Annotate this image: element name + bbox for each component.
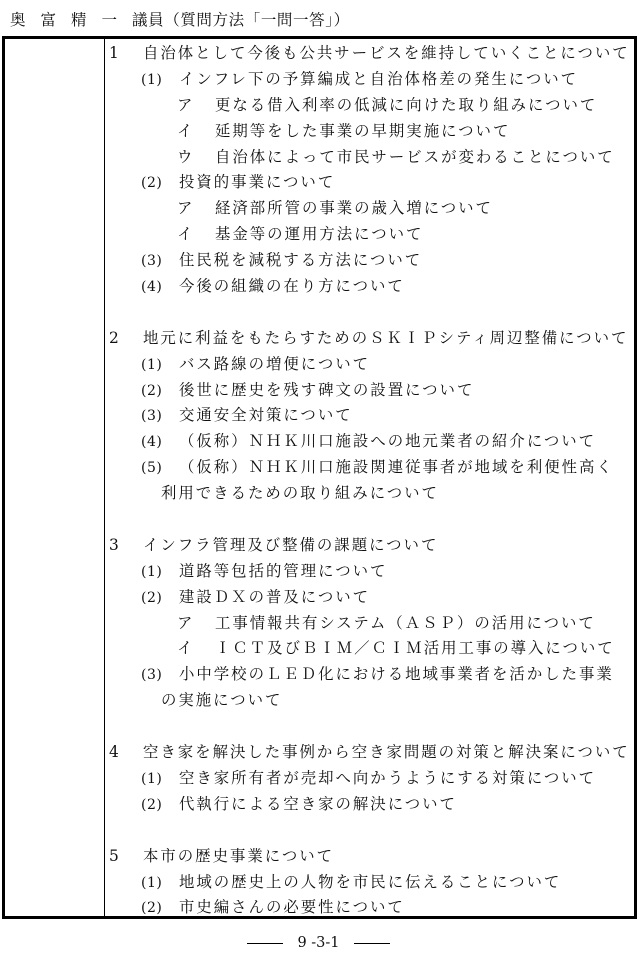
detail-point — [109, 196, 633, 222]
sub-question-text: 交通安全対策について — [179, 406, 353, 425]
sub-question-continuation: 利用できるための取り組みについて — [161, 484, 439, 503]
section-gap — [109, 507, 633, 533]
sub-question — [109, 559, 633, 585]
detail-point-mark: イ — [177, 639, 195, 658]
detail-point-mark: イ — [177, 225, 195, 244]
detail-point-mark: ア — [177, 199, 195, 218]
sub-question-text: 市史編さんの必要性について — [179, 898, 405, 917]
section-gap — [109, 300, 633, 326]
sub-question-number: (1) — [141, 356, 163, 373]
sub-question — [109, 455, 633, 481]
sub-question-number: (2) — [141, 382, 163, 399]
detail-point-mark: ウ — [177, 147, 195, 166]
question-item — [109, 41, 633, 67]
member-name: 奥富精一 — [10, 11, 133, 29]
footer-dash-left — [247, 943, 283, 944]
sub-question-number: (3) — [141, 253, 163, 270]
sub-question-text: （仮称）ＮＨＫ川口施設関連従事者が地域を利便性高く — [179, 458, 614, 477]
sub-question — [109, 895, 633, 921]
detail-point-text: 延期等をした事業の早期実施について — [215, 121, 511, 140]
detail-point-mark: ア — [177, 613, 195, 632]
sub-question-text: 投資的事業について — [179, 173, 336, 192]
sub-question — [109, 403, 633, 429]
question-method: 議員（質問方法「一問一答」） — [132, 11, 350, 29]
question-list — [109, 41, 633, 921]
footer-dash-right — [354, 943, 390, 944]
detail-point-mark: ア — [177, 95, 195, 114]
question-number: 3 — [109, 535, 121, 554]
sub-question-text: バス路線の増便について — [179, 354, 370, 373]
question-title: 空き家を解決した事例から空き家問題の対策と解決案について — [143, 743, 630, 762]
sub-question — [109, 870, 633, 896]
question-number: 2 — [109, 328, 121, 347]
question-title: 本市の歴史事業について — [143, 846, 334, 865]
detail-point-text: 経済部所管の事業の歳入増について — [215, 199, 493, 218]
sub-question-text: 地域の歴史上の人物を市民に伝えることについて — [179, 872, 562, 891]
sub-question-number: (2) — [141, 796, 163, 813]
sub-question-number: (4) — [141, 279, 163, 296]
sub-question-number: (1) — [141, 874, 163, 891]
question-item — [109, 326, 633, 352]
sub-question-number: (3) — [141, 408, 163, 425]
sub-question-number: (3) — [141, 667, 163, 684]
sub-question-text: 建設ＤＸの普及について — [179, 587, 370, 606]
question-title: 地元に利益をもたらすためのＳＫＩＰシティ周辺整備について — [143, 328, 629, 347]
sub-question-continuation: の実施について — [161, 691, 283, 710]
member-header — [10, 8, 350, 30]
detail-point-text: 更なる借入利率の低減に向けた取り組みについて — [215, 95, 598, 114]
question-number: 5 — [109, 846, 121, 865]
question-number: 4 — [109, 743, 121, 762]
sub-question-number: (2) — [141, 900, 163, 917]
sub-question-number: (4) — [141, 434, 163, 451]
detail-point — [109, 636, 633, 662]
detail-point — [109, 611, 633, 637]
column-divider — [104, 39, 105, 916]
sub-question — [109, 662, 633, 688]
question-item — [109, 740, 633, 766]
detail-point — [109, 222, 633, 248]
sub-question-number: (1) — [141, 770, 163, 787]
sub-question — [109, 352, 633, 378]
sub-question-text: 今後の組織の在り方について — [179, 277, 405, 296]
sub-question-text: 空き家所有者が売却へ向かうようにする対策について — [179, 768, 597, 787]
sub-question-text: 住民税を減税する方法について — [179, 251, 423, 270]
sub-question-text: インフレ下の予算編成と自治体格差の発生について — [179, 69, 579, 88]
detail-point-text: 工事情報共有システム（ＡＳＰ）の活用について — [215, 613, 596, 632]
sub-question-text: 道路等包括的管理について — [179, 561, 388, 580]
sub-question — [109, 792, 633, 818]
sub-question-text: 小中学校のＬＥＤ化における地域事業者を活かした事業 — [179, 665, 614, 684]
question-table — [2, 36, 637, 919]
sub-question — [109, 67, 633, 93]
question-item — [109, 533, 633, 559]
sub-question — [109, 585, 633, 611]
sub-question — [109, 378, 633, 404]
detail-point-text: 自治体によって市民サービスが変わることについて — [215, 147, 615, 166]
sub-question-number: (5) — [141, 460, 163, 477]
detail-point-mark: イ — [177, 121, 195, 140]
sub-question-text: 後世に歴史を残す碑文の設置について — [179, 380, 475, 399]
question-number: 1 — [109, 44, 121, 62]
sub-question — [109, 274, 633, 300]
sub-question — [109, 170, 633, 196]
section-gap — [109, 714, 633, 740]
section-gap — [109, 818, 633, 844]
sub-question-text: 代執行による空き家の解決について — [179, 794, 457, 813]
detail-point-text: ＩＣＴ及びＢＩＭ／ＣＩＭ活用工事の導入について — [215, 639, 615, 658]
question-title: 自治体として今後も公共サービスを維持していくことについて — [143, 44, 630, 62]
detail-point-text: 基金等の運用方法について — [215, 225, 424, 244]
detail-point — [109, 145, 633, 171]
sub-question-number: (1) — [141, 71, 163, 88]
page-number: 9 -3-1 — [297, 935, 340, 951]
sub-question — [109, 766, 633, 792]
question-item — [109, 844, 633, 870]
sub-question — [109, 248, 633, 274]
sub-question — [109, 429, 633, 455]
question-title: インフラ管理及び整備の課題について — [143, 535, 439, 554]
sub-question-number: (2) — [141, 175, 163, 192]
sub-question-number: (1) — [141, 563, 163, 580]
page-footer — [0, 933, 637, 953]
detail-point — [109, 119, 633, 145]
sub-question-text: （仮称）ＮＨＫ川口施設への地元業者の紹介について — [179, 432, 597, 451]
sub-question-number: (2) — [141, 589, 163, 606]
detail-point — [109, 93, 633, 119]
